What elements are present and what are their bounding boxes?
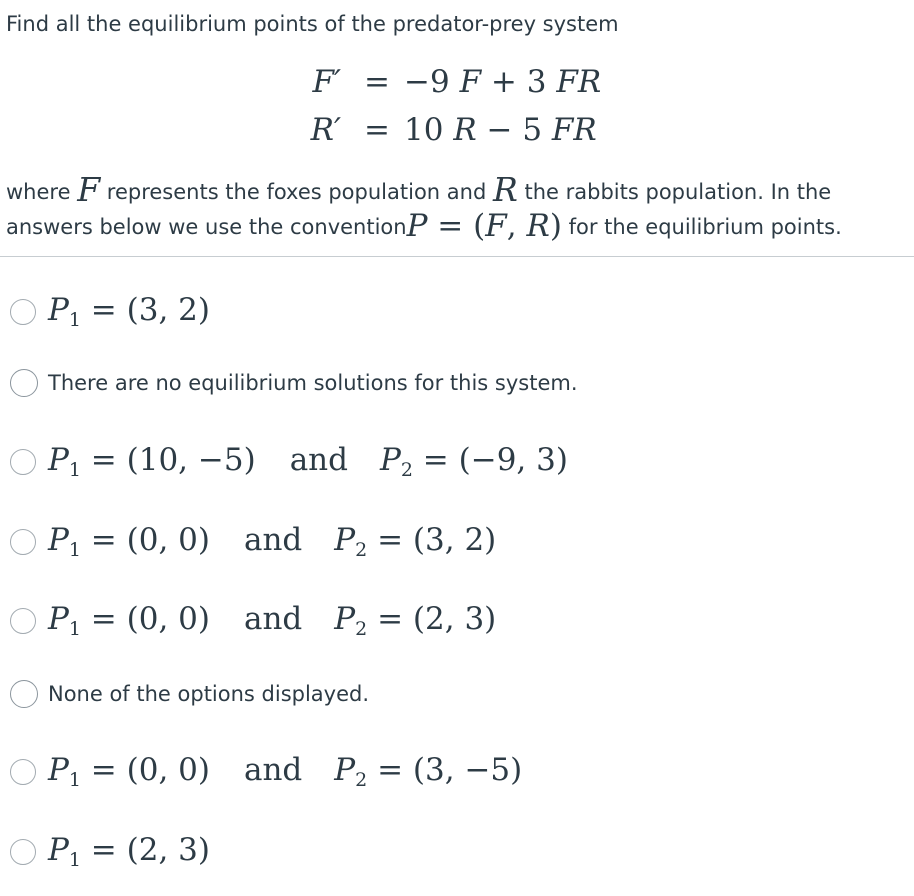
option-label: $P_1 = (0$, 0) and $P_2 = (2$, 3) bbox=[48, 601, 497, 640]
radio-button[interactable] bbox=[10, 839, 36, 865]
equation-f-rhs: −9 F + 3 FR bbox=[404, 64, 602, 100]
option-label: There are no equilibrium solutions for this system. bbox=[48, 371, 578, 395]
radio-button[interactable] bbox=[10, 299, 36, 325]
equation-r-rhs: 10 R − 5 FR bbox=[404, 112, 597, 148]
equation-r-lhs: R′ bbox=[310, 112, 341, 148]
answer-option-5[interactable] bbox=[10, 601, 496, 640]
option-label: $P_1 = (10$, −5) and $P_2 = (-9$, 3) bbox=[48, 442, 568, 481]
radio-button[interactable] bbox=[10, 529, 36, 555]
equation-f-lhs: F′ bbox=[312, 64, 341, 100]
radio-button[interactable] bbox=[10, 759, 36, 785]
answer-option-2[interactable] bbox=[10, 369, 578, 397]
var-r: R bbox=[492, 170, 518, 209]
equation-f-equals: = bbox=[364, 64, 390, 100]
answer-option-4[interactable] bbox=[10, 522, 496, 561]
option-label: None of the options displayed. bbox=[48, 682, 370, 706]
radio-button[interactable] bbox=[10, 608, 36, 634]
divider bbox=[0, 256, 914, 257]
var-f: F bbox=[77, 170, 101, 209]
answer-option-8[interactable] bbox=[10, 832, 210, 871]
equation-r-equals: = bbox=[364, 112, 390, 148]
radio-button[interactable] bbox=[10, 449, 36, 475]
question-prompt: Find all the equilibrium points of the predator-prey system bbox=[6, 12, 619, 36]
description-line-2: answers below we use the conventionP = (F, R) for the equilibrium points. bbox=[6, 208, 842, 244]
answer-option-3[interactable] bbox=[10, 442, 568, 481]
answer-option-7[interactable] bbox=[10, 752, 522, 791]
option-label: $P_1 = (0$, 0) and $P_2 = (3$, 2) bbox=[48, 522, 497, 561]
answer-option-6[interactable] bbox=[10, 680, 369, 708]
option-label: $P_1 = (3$, 2) bbox=[48, 292, 210, 331]
radio-button[interactable] bbox=[10, 680, 38, 708]
description-line-1: where F represents the foxes population and R the rabbits population. In the bbox=[6, 170, 832, 209]
answer-option-1[interactable] bbox=[10, 292, 210, 331]
convention-formula: P = (F, R) bbox=[406, 208, 562, 244]
option-label: $P_1 = (0$, 0) and $P_2 = (3$, −5) bbox=[48, 752, 523, 791]
radio-button[interactable] bbox=[10, 369, 38, 397]
option-label: $P_1 = (2$, 3) bbox=[48, 832, 210, 871]
